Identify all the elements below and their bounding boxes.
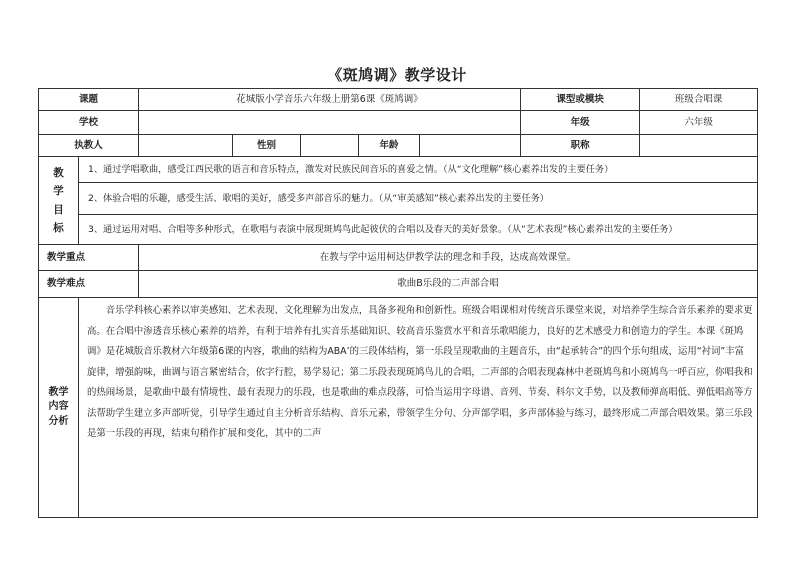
job-title-value bbox=[640, 135, 758, 157]
analysis-text: 音乐学科核心素养以审美感知、艺术表现、文化理解为出发点，具备多视角和创新性。班级合唱课相对传统音乐课堂来说，对培养学生综合音乐素养的要求更高。在合唱中渗透音乐核心素养的培养，有利于培养有扎实音乐基础知识、较高音乐鉴赏水平和音乐歌唱能力，良好的艺术感受力和创造力的学生。本课《斑鸠调》是花城版音乐教材六年级第6课的内容，歌曲的结构为ABA’的三段体结构，第一乐段呈现歌曲的主题音乐，由“起承转合”的四个乐句组成，运用“衬词”丰富旋律，增强韵味，曲调与语言紧密结合，依字行腔，易学易记；第二乐段表现斑鸠鸟儿的合唱，二声部的合唱表现森林中老斑鸠鸟和小斑鸠鸟一呼百应，你唱我和的热闹场景，是歌曲中最有情境性、最有表现力的乐段，也是歌曲的难点段落，可恰当运用字母谱、音列、节奏、科尔文手势，以及教师弹高唱低、弹低唱高等方法帮助学生建立多声部听觉，引导学生通过自主分析音乐结构、音乐元素，带领学生分句、分声部学唱，多声部体验与练习，最终形成二声部合唱效果。第三乐段是第一乐段的再现，结束句稍作扩展和变化，其中的二声 bbox=[79, 298, 758, 518]
row-goal-2 bbox=[39, 183, 758, 215]
course-type-label: 课型或模块 bbox=[521, 89, 640, 111]
row-difficulty bbox=[39, 271, 758, 298]
age-label: 年龄 bbox=[359, 135, 420, 157]
school-value bbox=[139, 111, 521, 135]
key-point-value: 在教与学中运用柯达伊教学法的理念和手段，达成高效课堂。 bbox=[139, 245, 758, 271]
goals-label-char: 标 bbox=[53, 221, 64, 234]
topic-value: 花城版小学音乐六年级上册第6课《斑鸠调》 bbox=[139, 89, 521, 111]
analysis-label-line: 教学 bbox=[48, 386, 69, 398]
grade-label: 年级 bbox=[521, 111, 640, 135]
row-school bbox=[39, 111, 758, 135]
school-label: 学校 bbox=[39, 111, 139, 135]
gender-label: 性别 bbox=[233, 135, 301, 157]
goals-label bbox=[39, 157, 79, 245]
row-analysis bbox=[39, 298, 758, 518]
lesson-plan-table bbox=[38, 88, 758, 518]
age-value bbox=[420, 135, 521, 157]
goals-label-char: 目 bbox=[53, 203, 64, 216]
goal-item: 3、通过运用对唱、合唱等多种形式，在歌唱与表演中展现斑鸠鸟此起彼伏的合唱以及春天的美好景象。（从“艺术表现”核心素养出发的主要任务） bbox=[79, 215, 758, 245]
analysis-label-line: 内容 bbox=[48, 401, 69, 413]
teacher-label: 执教人 bbox=[39, 135, 139, 157]
row-teacher bbox=[39, 135, 758, 157]
page-bottom-margin bbox=[0, 545, 794, 561]
grade-value: 六年级 bbox=[640, 111, 758, 135]
job-title-label: 职称 bbox=[521, 135, 640, 157]
difficulty-value: 歌曲B乐段的二声部合唱 bbox=[139, 271, 758, 298]
row-topic bbox=[39, 89, 758, 111]
document-title: 《斑鸠调》教学设计 bbox=[327, 66, 467, 84]
goal-item: 2、体验合唱的乐趣，感受生活、歌唱的美好，感受多声部音乐的魅力。（从“审美感知”核心素养出发的主要任务） bbox=[79, 183, 758, 215]
goal-item: 1、通过学唱歌曲，感受江西民歌的语言和音乐特点，激发对民族民间音乐的喜爱之情。（从“文化理解”核心素养出发的主要任务） bbox=[79, 157, 758, 183]
course-type-value: 班级合唱课 bbox=[640, 89, 758, 111]
row-key-point bbox=[39, 245, 758, 271]
goals-label-char: 教 bbox=[53, 166, 64, 179]
topic-label: 课题 bbox=[39, 89, 139, 111]
goals-label-char: 学 bbox=[53, 185, 64, 198]
analysis-label bbox=[39, 298, 79, 518]
row-goal-1 bbox=[39, 157, 758, 183]
analysis-label-line: 分析 bbox=[48, 415, 69, 427]
key-point-label: 教学重点 bbox=[39, 245, 139, 271]
teacher-value bbox=[139, 135, 233, 157]
row-goal-3 bbox=[39, 215, 758, 245]
gender-value bbox=[301, 135, 359, 157]
difficulty-label: 教学难点 bbox=[39, 271, 139, 298]
